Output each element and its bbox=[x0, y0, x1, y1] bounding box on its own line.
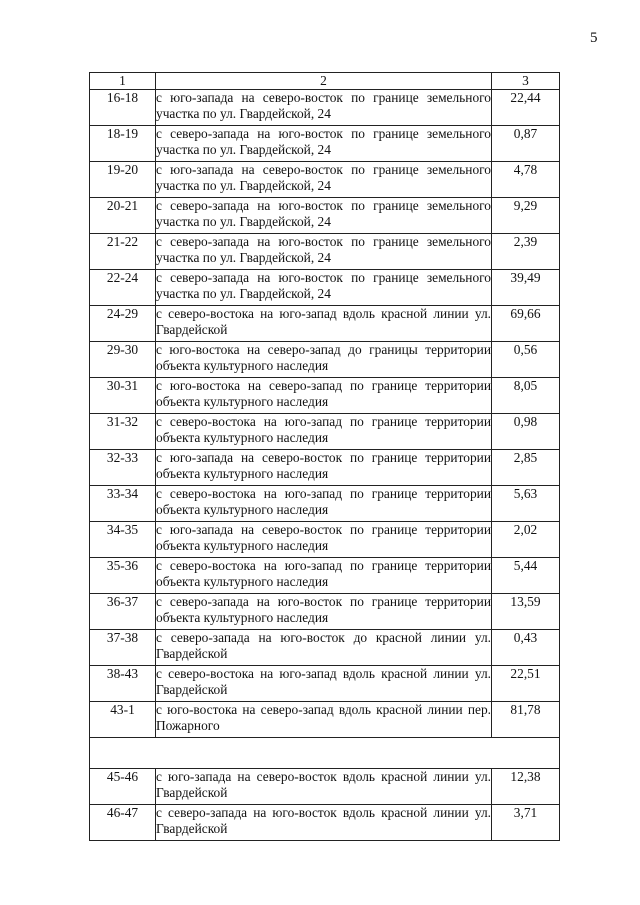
distance-cell: 0,43 bbox=[492, 630, 560, 666]
table-row bbox=[90, 306, 560, 342]
distance-cell: 5,44 bbox=[492, 558, 560, 594]
table-row bbox=[90, 198, 560, 234]
distance-cell: 13,59 bbox=[492, 594, 560, 630]
table-row bbox=[90, 126, 560, 162]
segment-cell: 21-22 bbox=[90, 234, 156, 270]
description-cell: с юго-запада на северо-восток по границе земельного участка по ул. Гвардейской, 24 bbox=[156, 90, 492, 126]
description-cell: с северо-востока на юго-запад вдоль красной линии ул. Гвардейской bbox=[156, 666, 492, 702]
boundary-segments-table bbox=[89, 72, 560, 841]
header-col-1: 1 bbox=[90, 73, 156, 90]
description-cell: с северо-запада на юго-восток по границе земельного участка по ул. Гвардейской, 24 bbox=[156, 234, 492, 270]
distance-cell: 81,78 bbox=[492, 702, 560, 738]
table-row bbox=[90, 522, 560, 558]
segment-cell: 37-38 bbox=[90, 630, 156, 666]
distance-cell: 2,39 bbox=[492, 234, 560, 270]
distance-cell: 0,98 bbox=[492, 414, 560, 450]
segment-cell: 20-21 bbox=[90, 198, 156, 234]
table-row bbox=[90, 558, 560, 594]
segment-cell: 36-37 bbox=[90, 594, 156, 630]
description-cell: с северо-востока на юго-запад по границе территории объекта культурного наследия bbox=[156, 486, 492, 522]
distance-cell: 0,56 bbox=[492, 342, 560, 378]
distance-cell: 9,29 bbox=[492, 198, 560, 234]
table-row bbox=[90, 234, 560, 270]
segments-group-2 bbox=[90, 769, 560, 841]
segment-cell: 24-29 bbox=[90, 306, 156, 342]
table-row bbox=[90, 270, 560, 306]
table-row bbox=[90, 486, 560, 522]
segment-cell: 29-30 bbox=[90, 342, 156, 378]
separator-row bbox=[90, 738, 560, 769]
distance-cell: 2,85 bbox=[492, 450, 560, 486]
distance-cell: 5,63 bbox=[492, 486, 560, 522]
segments-group-1 bbox=[90, 90, 560, 738]
description-cell: с северо-запада на юго-восток по границе территории объекта культурного наследия bbox=[156, 594, 492, 630]
distance-cell: 4,78 bbox=[492, 162, 560, 198]
segment-cell: 32-33 bbox=[90, 450, 156, 486]
segment-cell: 19-20 bbox=[90, 162, 156, 198]
description-cell: с юго-запада на северо-восток по границе территории объекта культурного наследия bbox=[156, 450, 492, 486]
table-row bbox=[90, 342, 560, 378]
table-row bbox=[90, 450, 560, 486]
description-cell: с северо-востока на юго-запад по границе территории объекта культурного наследия bbox=[156, 414, 492, 450]
distance-cell: 8,05 bbox=[492, 378, 560, 414]
description-cell: с северо-запада на юго-восток вдоль красной линии ул. Гвардейской bbox=[156, 805, 492, 841]
separator-cell bbox=[90, 738, 560, 769]
header-col-2: 2 bbox=[156, 73, 492, 90]
distance-cell: 69,66 bbox=[492, 306, 560, 342]
table-row bbox=[90, 378, 560, 414]
description-cell: с юго-востока на северо-запад до границы территории объекта культурного наследия bbox=[156, 342, 492, 378]
distance-cell: 2,02 bbox=[492, 522, 560, 558]
page-number: 5 bbox=[590, 30, 598, 46]
description-cell: с юго-запада на северо-восток по границе территории объекта культурного наследия bbox=[156, 522, 492, 558]
table-row bbox=[90, 162, 560, 198]
description-cell: с юго-запада на северо-восток вдоль красной линии ул. Гвардейской bbox=[156, 769, 492, 805]
segment-cell: 34-35 bbox=[90, 522, 156, 558]
header-col-3: 3 bbox=[492, 73, 560, 90]
segment-cell: 33-34 bbox=[90, 486, 156, 522]
description-cell: с северо-запада на юго-восток по границе земельного участка по ул. Гвардейской, 24 bbox=[156, 270, 492, 306]
segment-cell: 43-1 bbox=[90, 702, 156, 738]
table-row bbox=[90, 805, 560, 841]
segment-cell: 46-47 bbox=[90, 805, 156, 841]
table-row bbox=[90, 630, 560, 666]
description-cell: с юго-востока на северо-запад по границе территории объекта культурного наследия bbox=[156, 378, 492, 414]
distance-cell: 0,87 bbox=[492, 126, 560, 162]
segments-separator bbox=[90, 738, 560, 769]
distance-cell: 39,49 bbox=[492, 270, 560, 306]
segment-cell: 22-24 bbox=[90, 270, 156, 306]
description-cell: с юго-запада на северо-восток по границе земельного участка по ул. Гвардейской, 24 bbox=[156, 162, 492, 198]
table-row bbox=[90, 666, 560, 702]
distance-cell: 12,38 bbox=[492, 769, 560, 805]
distance-cell: 22,51 bbox=[492, 666, 560, 702]
segment-cell: 45-46 bbox=[90, 769, 156, 805]
table-header-row bbox=[90, 73, 560, 90]
table-row bbox=[90, 769, 560, 805]
segment-cell: 38-43 bbox=[90, 666, 156, 702]
distance-cell: 3,71 bbox=[492, 805, 560, 841]
table-row bbox=[90, 90, 560, 126]
description-cell: с северо-востока на юго-запад вдоль красной линии ул. Гвардейской bbox=[156, 306, 492, 342]
table-row bbox=[90, 414, 560, 450]
distance-cell: 22,44 bbox=[492, 90, 560, 126]
table-row bbox=[90, 702, 560, 738]
description-cell: с северо-запада на юго-восток по границе земельного участка по ул. Гвардейской, 24 bbox=[156, 126, 492, 162]
description-cell: с юго-востока на северо-запад вдоль красной линии пер. Пожарного bbox=[156, 702, 492, 738]
segment-cell: 31-32 bbox=[90, 414, 156, 450]
segment-cell: 30-31 bbox=[90, 378, 156, 414]
segment-cell: 18-19 bbox=[90, 126, 156, 162]
description-cell: с северо-запада на юго-восток до красной линии ул. Гвардейской bbox=[156, 630, 492, 666]
table-row bbox=[90, 594, 560, 630]
description-cell: с северо-запада на юго-восток по границе земельного участка по ул. Гвардейской, 24 bbox=[156, 198, 492, 234]
segment-cell: 35-36 bbox=[90, 558, 156, 594]
description-cell: с северо-востока на юго-запад по границе территории объекта культурного наследия bbox=[156, 558, 492, 594]
segment-cell: 16-18 bbox=[90, 90, 156, 126]
